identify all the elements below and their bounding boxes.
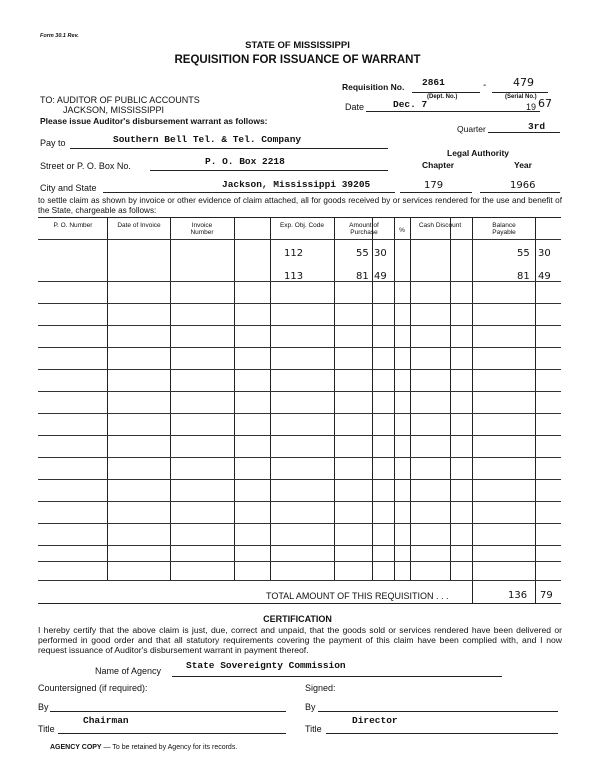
row2-amount-dollars: 81 [356,271,369,282]
row1-amount-cents: 30 [374,248,387,259]
chapter-value: 179 [424,180,444,191]
serial-caption: (Serial No.) [505,94,537,100]
authority-year: 1966 [510,180,536,191]
date-year-prefix: 19 [526,102,537,112]
serial-no: 479 [513,76,534,89]
signed-title-label: Title [305,724,322,734]
quarter-value: 3rd [528,121,546,132]
row1-exp-code: 112 [284,248,304,259]
signed-title-value: Director [352,715,398,726]
header-cash-discount: Cash Discount [418,222,462,229]
auditor-line2: JACKSON, MISSISSIPPI [63,105,165,115]
certification-title: CERTIFICATION [263,614,332,624]
row2-balance-dollars: 81 [517,271,530,282]
header-percent: % [399,227,405,234]
signed-by-label: By [305,702,316,712]
state-heading: STATE OF MISSISSIPPI [245,40,350,51]
form-title: REQUISITION FOR ISSUANCE OF WARRANT [174,54,421,66]
dept-caption: (Dept. No.) [427,94,458,100]
quarter-label: Quarter [457,124,486,134]
header-date-of-invoice: Date of Invoice [117,222,161,229]
legal-authority-label: Legal Authority [447,148,510,158]
countersigned-signature-line[interactable] [50,711,286,712]
form-number: Form 30.1 Rev. [40,33,79,39]
settle-claim-text: to settle claim as shown by invoice or other evidence of claim attached, all for goods received by or services rendered for the use and benefit of the State, chargeable as follows: [38,196,562,215]
city-label: City and State [40,183,97,193]
certification-text: I hereby certify that the above claim is just, due, correct and unpaid, that the goods sold or services rendered have been delivered or performed in good order and that all statutory requirements covering the payment of this claim have been complied with, and I now request issuance of Auditor's disbursement warrant in payment thereof. [38,625,562,656]
row2-balance-cents: 49 [538,271,551,282]
street-value: P. O. Box 2218 [205,156,285,167]
total-label: TOTAL AMOUNT OF THIS REQUISITION . . . [266,591,449,601]
pay-to-value: Southern Bell Tel. & Tel. Company [113,134,302,145]
row1-balance-dollars: 55 [517,248,530,259]
city-value: Jackson, Mississippi 39205 [222,179,371,190]
total-dollars: 136 [508,590,528,601]
header-balance-payable: Balance Payable [492,222,516,236]
chapter-label: Chapter [422,160,455,170]
instruction-text: Please issue Auditor's disbursement warrant as follows: [40,116,268,126]
claim-table [38,217,561,604]
header-po-number: P. O. Number [53,222,93,229]
year-label: Year [514,160,532,170]
row2-exp-code: 113 [284,271,304,282]
requisition-label: Requisition No. [342,82,405,92]
auditor-line1: TO: AUDITOR OF PUBLIC ACCOUNTS [40,95,200,105]
header-exp-obj-code: Exp. Obj. Code [279,222,325,229]
row1-amount-dollars: 55 [356,248,369,259]
row2-amount-cents: 49 [374,271,387,282]
agency-label: Name of Agency [95,666,162,676]
row1-balance-cents: 30 [538,248,551,259]
agency-value: State Sovereignty Commission [186,660,346,671]
total-cents: 79 [540,590,553,601]
signed-label: Signed: [305,683,336,693]
date-label: Date [345,102,365,112]
date-year: 67 [538,97,552,110]
countersigned-label: Countersigned (if required): [38,683,148,693]
signature-line[interactable] [318,711,558,712]
header-invoice-number: Invoice Number [190,222,214,236]
countersigned-by-label: By [38,702,49,712]
header-amount-of-purchase: Amount of Purchase [349,222,379,236]
pay-to-label: Pay to [40,138,66,148]
dept-no: 2861 [422,77,445,88]
countersigned-title-label: Title [38,724,55,734]
countersigned-title-value: Chairman [83,715,129,726]
date-value: Dec. 7 [393,99,428,110]
footer-note: AGENCY COPY — To be retained by Agency for its records. [50,744,238,751]
street-label: Street or P. O. Box No. [40,161,131,171]
